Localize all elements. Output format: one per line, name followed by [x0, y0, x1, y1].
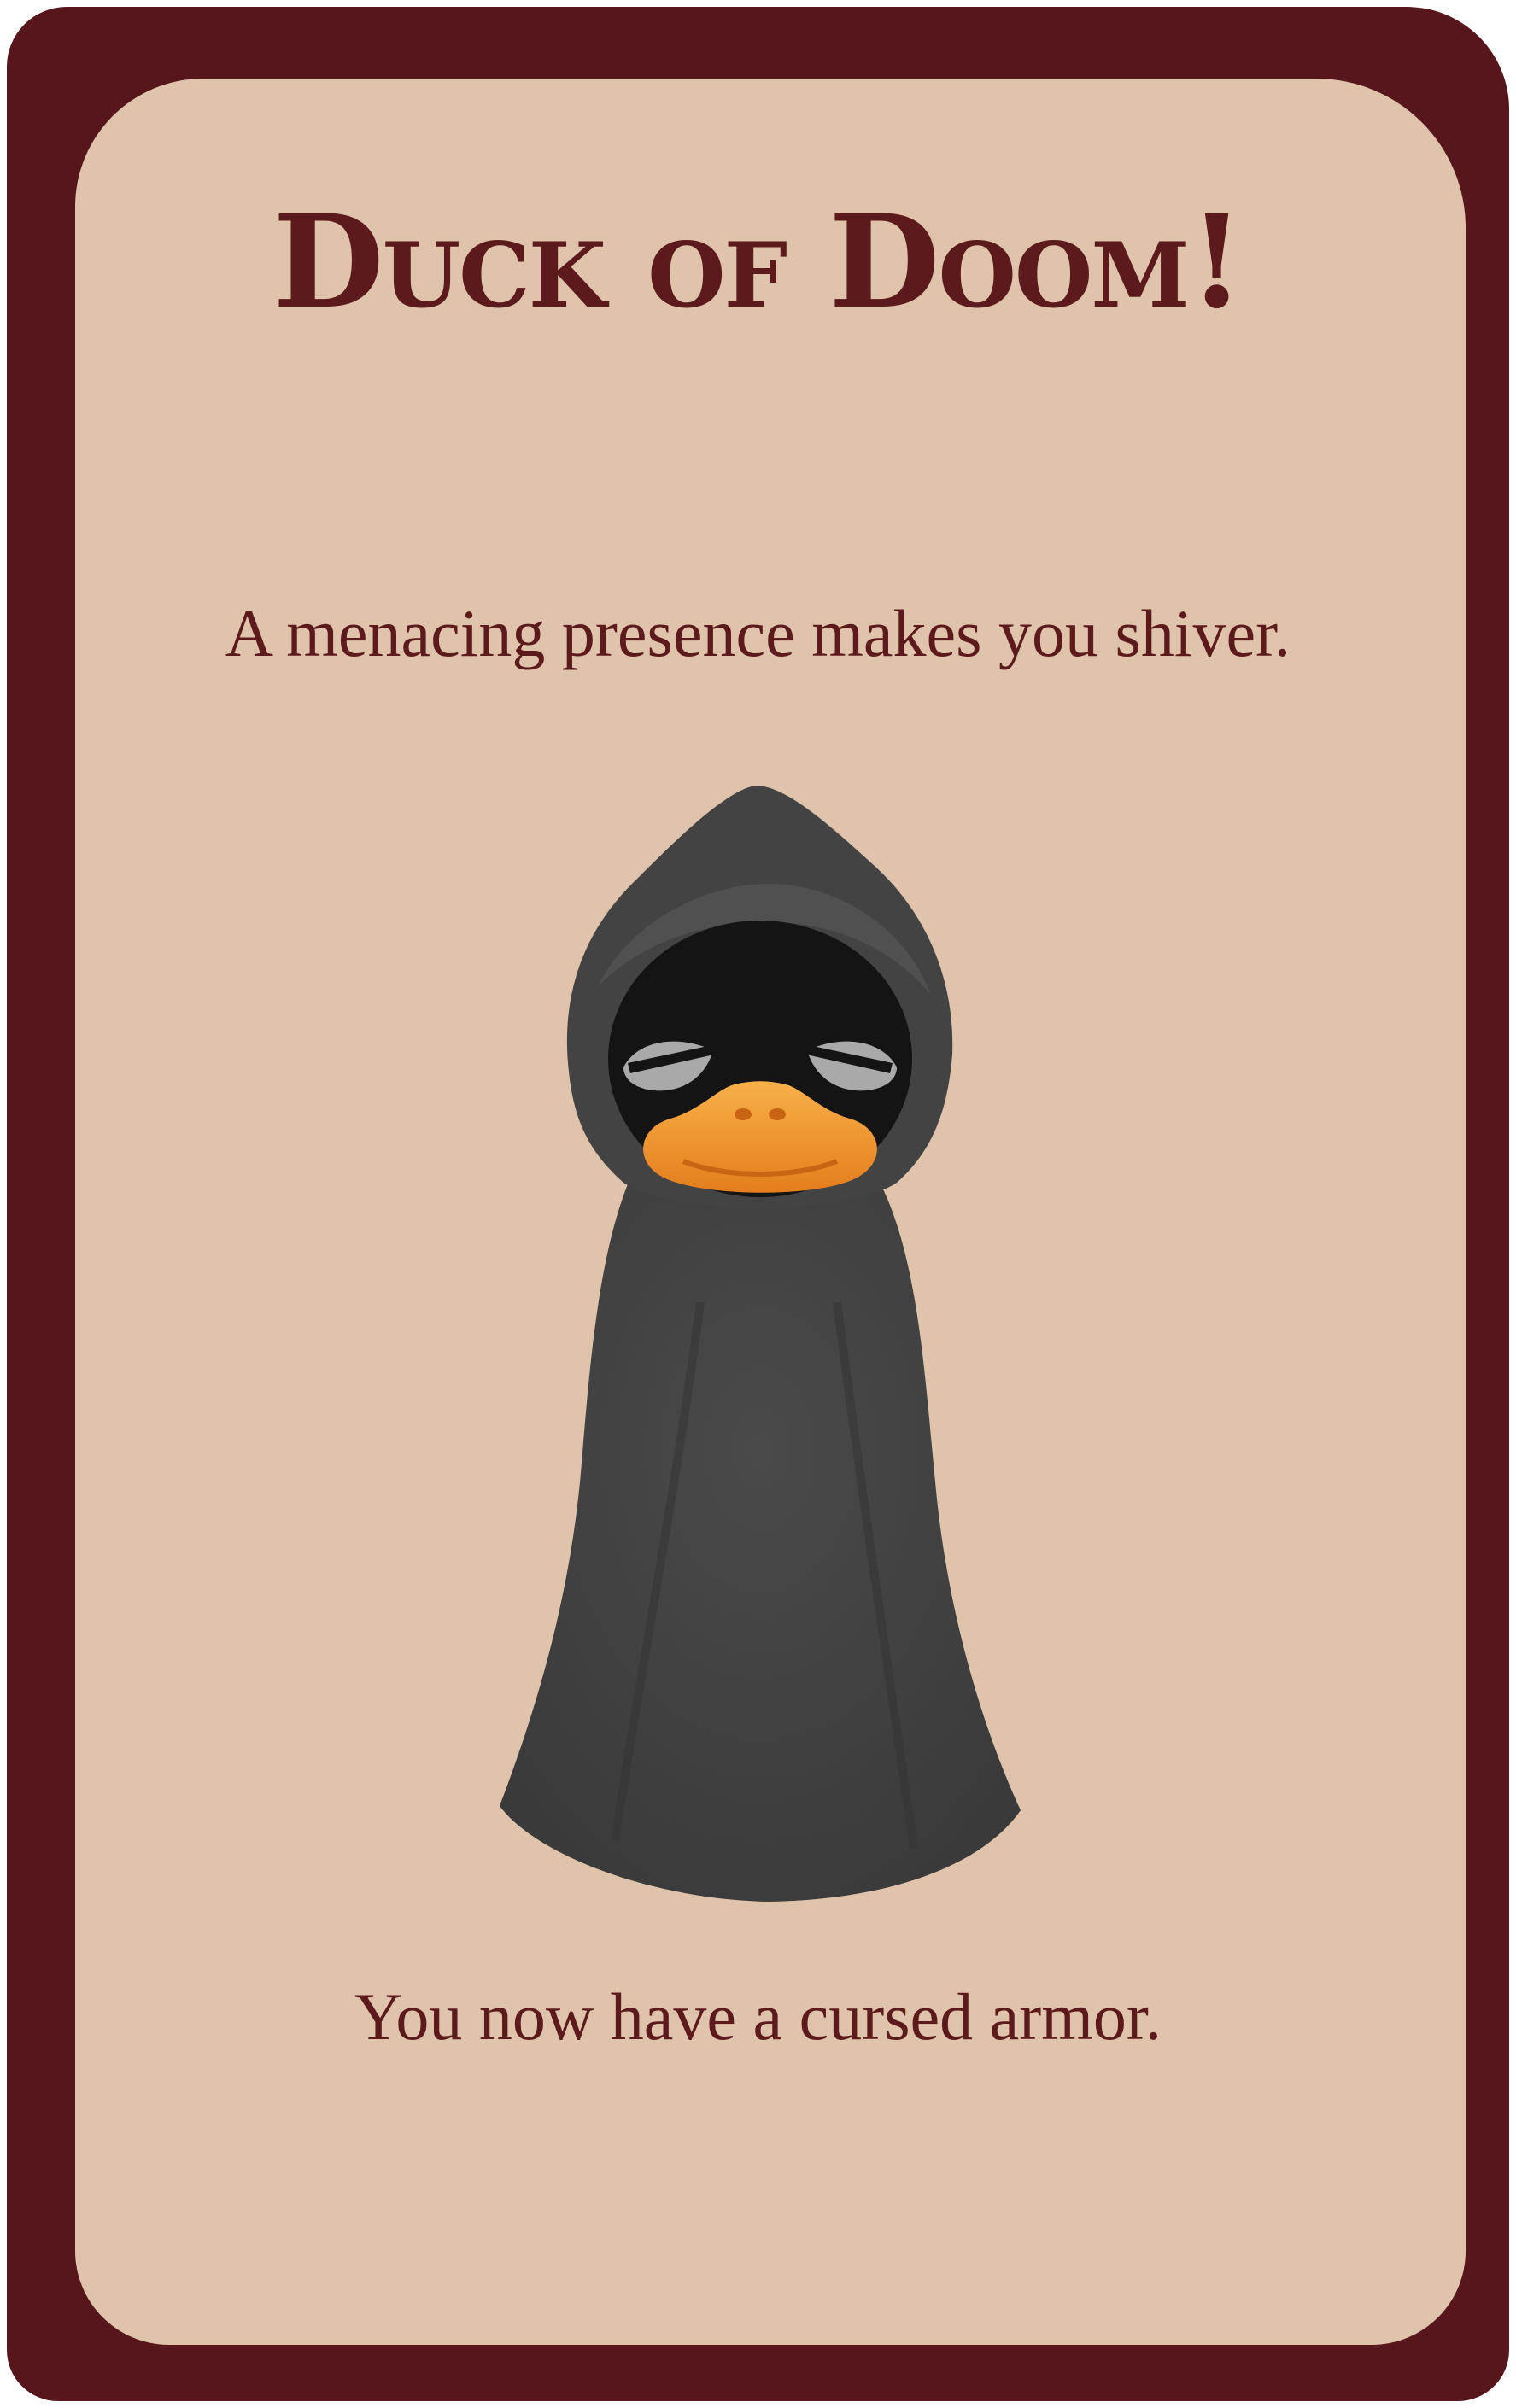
- cloak-shape: [500, 1148, 1021, 1902]
- hooded-duck-illustration: [487, 773, 1033, 1917]
- flavor-text: A menacing presence makes you shiver.: [225, 596, 1291, 670]
- effect-text: You now have a cursed armor.: [354, 1979, 1162, 2054]
- card-title: Duck of Doom!: [272, 187, 1244, 337]
